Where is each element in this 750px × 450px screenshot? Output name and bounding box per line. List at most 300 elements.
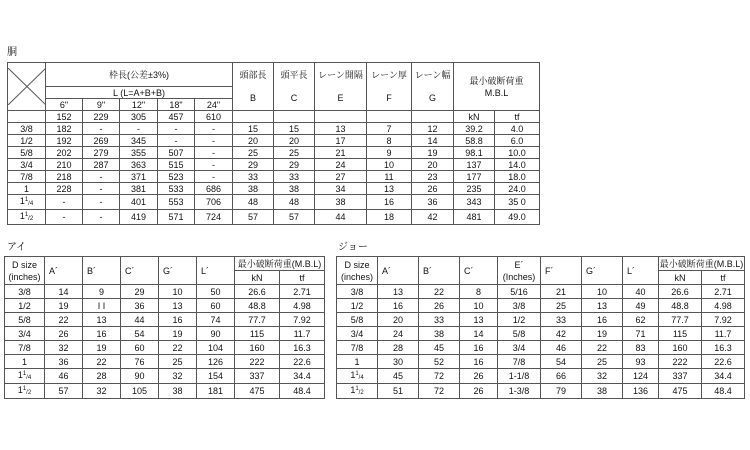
- dimension-value: 3/4: [498, 341, 541, 355]
- f-value: 18: [367, 210, 412, 225]
- table-row: [337, 369, 745, 384]
- e-value: 34: [315, 183, 367, 195]
- size-cell: 3/4: [8, 159, 46, 171]
- table-row: [5, 313, 325, 327]
- kn-value: 115: [235, 327, 280, 341]
- size-cell: $1^1/2$: [8, 210, 46, 225]
- length-value: 381: [120, 183, 158, 195]
- dimension-value: 20: [378, 313, 419, 327]
- dimension-value: 136: [623, 384, 659, 399]
- table-row: [5, 384, 325, 399]
- header-head-length: 頭部長: [233, 63, 274, 87]
- dimension-value: 13: [460, 313, 498, 327]
- length-in: 24": [195, 99, 233, 111]
- f-value: 8: [367, 135, 412, 147]
- size-cell: 3/8: [5, 285, 45, 299]
- size-cell: 1: [337, 355, 378, 369]
- dimension-value: 16: [582, 313, 623, 327]
- kn-value: 177: [454, 171, 495, 183]
- table-row: [5, 327, 325, 341]
- blank-cell: [367, 111, 412, 123]
- table-row: [5, 355, 325, 369]
- table-row: [337, 327, 745, 341]
- col-l: L´: [623, 257, 659, 285]
- jaw-dimension-table: [336, 256, 745, 399]
- dimension-value: 16: [378, 299, 419, 313]
- size-cell: 5/8: [8, 147, 46, 159]
- dsize-label: D size: [11, 259, 37, 270]
- table-row: [337, 341, 745, 355]
- dimension-value: 1-1/8: [498, 369, 541, 384]
- dimension-value: 49: [623, 299, 659, 313]
- length-mm: 229: [83, 111, 120, 123]
- col-l: L´: [197, 257, 235, 285]
- length-value: 507: [158, 147, 195, 159]
- kn-value: 160: [659, 341, 702, 355]
- e-value: 13: [315, 123, 367, 135]
- table-row: [337, 299, 745, 313]
- dimension-value: 13: [378, 285, 419, 299]
- unit-tf: tf: [702, 271, 745, 285]
- table-row: [337, 355, 745, 369]
- size-cell: 1: [8, 183, 46, 195]
- e-value: 17: [315, 135, 367, 147]
- col-c: C´: [121, 257, 159, 285]
- table-row: [8, 147, 540, 159]
- dimension-value: 42: [541, 327, 582, 341]
- length-value: -: [195, 147, 233, 159]
- dimension-value: 38: [159, 384, 197, 399]
- tf-value: 22.6: [280, 355, 325, 369]
- dimension-value: 1/2: [498, 313, 541, 327]
- size-cell: 1/2: [337, 299, 378, 313]
- blank-cell: [315, 111, 367, 123]
- c-value: 15: [274, 123, 315, 135]
- eye-dsize-header: [5, 257, 45, 285]
- length-value: -: [195, 123, 233, 135]
- mbl-header: [454, 63, 540, 111]
- g-value: 20: [412, 159, 454, 171]
- kn-value: 475: [235, 384, 280, 399]
- dsize-unit: (inches): [340, 271, 373, 282]
- dimension-value: 13: [83, 313, 121, 327]
- dimension-value: 74: [197, 313, 235, 327]
- dimension-value: 83: [623, 341, 659, 355]
- dimension-value: 36: [45, 355, 83, 369]
- tf-value: 4.0: [495, 123, 540, 135]
- dimension-value: 57: [45, 384, 83, 399]
- dimension-value: 66: [541, 369, 582, 384]
- dimension-value: 72: [419, 369, 460, 384]
- letter-g: G: [412, 87, 454, 111]
- dimension-value: 25: [541, 299, 582, 313]
- eye-header-row-1: [5, 257, 325, 271]
- dimension-value: 62: [623, 313, 659, 327]
- size-cell: 1: [5, 355, 45, 369]
- dimension-value: 71: [623, 327, 659, 341]
- g-value: 36: [412, 195, 454, 210]
- length-in: 12": [120, 99, 158, 111]
- dimension-value: 32: [159, 369, 197, 384]
- kn-value: 48.8: [235, 299, 280, 313]
- e-value: 21: [315, 147, 367, 159]
- size-cell: 3/8: [337, 285, 378, 299]
- f-value: 10: [367, 159, 412, 171]
- length-value: 218: [46, 171, 83, 183]
- dimension-value: I I: [83, 299, 121, 313]
- col-e-unit: (Inches): [502, 271, 536, 282]
- dsize-label: D size: [344, 259, 370, 270]
- unit-kn: kN: [235, 271, 280, 285]
- col-a: A´: [378, 257, 419, 285]
- tf-value: 11.7: [702, 327, 745, 341]
- dimension-value: 46: [541, 341, 582, 355]
- b-value: 20: [233, 135, 274, 147]
- tf-value: 48.4: [280, 384, 325, 399]
- dimension-value: 19: [45, 299, 83, 313]
- col-a: A´: [45, 257, 83, 285]
- dimension-value: 181: [197, 384, 235, 399]
- c-value: 57: [274, 210, 315, 225]
- tf-value: 2.71: [280, 285, 325, 299]
- header-head-flat: 頭平長: [274, 63, 315, 87]
- length-mm: 152: [46, 111, 83, 123]
- tf-value: 22.6: [702, 355, 745, 369]
- tf-value: 35 0: [495, 195, 540, 210]
- size-cell: 3/4: [5, 327, 45, 341]
- e-value: 44: [315, 210, 367, 225]
- dimension-value: 24: [378, 327, 419, 341]
- length-value: 287: [83, 159, 120, 171]
- letter-e: E: [315, 87, 367, 111]
- kn-value: 160: [235, 341, 280, 355]
- kn-value: 343: [454, 195, 495, 210]
- tf-value: 11.7: [280, 327, 325, 341]
- length-value: -: [158, 123, 195, 135]
- b-value: 15: [233, 123, 274, 135]
- size-cell: 5/8: [5, 313, 45, 327]
- length-value: 355: [120, 147, 158, 159]
- dimension-value: 22: [419, 285, 460, 299]
- body-section-label: 胴: [7, 47, 17, 58]
- dimension-value: 26: [419, 299, 460, 313]
- kn-value: 222: [235, 355, 280, 369]
- length-value: 523: [158, 171, 195, 183]
- length-mm: 457: [158, 111, 195, 123]
- col-g: G´: [582, 257, 623, 285]
- dimension-value: 22: [45, 313, 83, 327]
- table-row: [8, 183, 540, 195]
- size-cell: $1^1/2$: [337, 384, 378, 399]
- f-value: 7: [367, 123, 412, 135]
- length-value: 401: [120, 195, 158, 210]
- length-value: 182: [46, 123, 83, 135]
- table-row: [8, 123, 540, 135]
- length-value: -: [46, 210, 83, 225]
- col-b: B´: [419, 257, 460, 285]
- eye-dimension-table: [4, 256, 325, 399]
- dimension-value: 104: [197, 341, 235, 355]
- header-lane-thickness: レーン厚: [367, 63, 412, 87]
- tf-value: 7.92: [702, 313, 745, 327]
- length-value: 724: [195, 210, 233, 225]
- length-value: -: [195, 135, 233, 147]
- table-row: [8, 171, 540, 183]
- dimension-value: 16: [460, 355, 498, 369]
- dimension-value: 51: [378, 384, 419, 399]
- length-in: 18": [158, 99, 195, 111]
- col-e-label: E´: [514, 259, 524, 270]
- length-in: 6": [46, 99, 83, 111]
- length-value: 533: [158, 183, 195, 195]
- eye-mbl-header: 最小破断荷重(M.B.L): [235, 257, 325, 271]
- length-value: 269: [83, 135, 120, 147]
- header-lane-width: レーン幅: [412, 63, 454, 87]
- length-value: -: [83, 183, 120, 195]
- size-cell: 3/8: [8, 123, 46, 135]
- length-value: 345: [120, 135, 158, 147]
- dimension-value: 50: [197, 285, 235, 299]
- eye-section-label: アイ: [7, 242, 27, 253]
- b-value: 25: [233, 147, 274, 159]
- g-value: 19: [412, 147, 454, 159]
- letter-b: B: [233, 87, 274, 111]
- length-value: 706: [195, 195, 233, 210]
- b-value: 57: [233, 210, 274, 225]
- unit-kn: kN: [454, 111, 495, 123]
- dimension-value: 16: [460, 341, 498, 355]
- kn-value: 39.2: [454, 123, 495, 135]
- dimension-value: 10: [582, 285, 623, 299]
- kn-value: 337: [235, 369, 280, 384]
- f-value: 13: [367, 183, 412, 195]
- table-row: [5, 299, 325, 313]
- length-value: -: [195, 171, 233, 183]
- unit-kn: kN: [659, 271, 702, 285]
- dimension-value: 45: [378, 369, 419, 384]
- length-value: -: [120, 123, 158, 135]
- header-lane-gap: レーン開隔: [315, 63, 367, 87]
- kn-value: 481: [454, 210, 495, 225]
- dimension-value: 38: [582, 384, 623, 399]
- table-row: [8, 195, 540, 210]
- dimension-value: 105: [121, 384, 159, 399]
- dimension-value: 1-3/8: [498, 384, 541, 399]
- dimension-value: 154: [197, 369, 235, 384]
- body-header-row-1: [8, 63, 540, 87]
- dimension-value: 54: [541, 355, 582, 369]
- size-cell: 1/2: [8, 135, 46, 147]
- dimension-value: 7/8: [498, 355, 541, 369]
- kn-value: 26.6: [659, 285, 702, 299]
- c-value: 25: [274, 147, 315, 159]
- tf-value: 34.4: [702, 369, 745, 384]
- size-cell: 7/8: [337, 341, 378, 355]
- dimension-value: 21: [541, 285, 582, 299]
- dimension-value: 26: [460, 384, 498, 399]
- mbl-header-jp: 最小破断荷重: [469, 75, 524, 86]
- kn-value: 48.8: [659, 299, 702, 313]
- tf-value: 49.0: [495, 210, 540, 225]
- dimension-value: 60: [197, 299, 235, 313]
- dimension-value: 44: [121, 313, 159, 327]
- length-value: 419: [120, 210, 158, 225]
- tf-value: 34.4: [280, 369, 325, 384]
- dimension-value: 19: [83, 341, 121, 355]
- dimension-value: 60: [121, 341, 159, 355]
- col-e: [498, 257, 541, 285]
- dimension-value: 5/8: [498, 327, 541, 341]
- size-cell: 5/8: [337, 313, 378, 327]
- b-value: 38: [233, 183, 274, 195]
- cross-icon: [8, 68, 46, 105]
- frame-length-sub: L (L=A+B+B): [46, 87, 233, 99]
- kn-value: 337: [659, 369, 702, 384]
- dimension-value: 26: [45, 327, 83, 341]
- size-cell: $1^1/4$: [337, 369, 378, 384]
- length-value: 363: [120, 159, 158, 171]
- blank-cell: [274, 111, 315, 123]
- table-row: [337, 285, 745, 299]
- letter-f: F: [367, 87, 412, 111]
- kn-value: 115: [659, 327, 702, 341]
- blank-cell: [8, 111, 46, 123]
- b-value: 33: [233, 171, 274, 183]
- f-value: 16: [367, 195, 412, 210]
- kn-value: 475: [659, 384, 702, 399]
- dimension-value: 16: [159, 313, 197, 327]
- kn-value: 77.7: [659, 313, 702, 327]
- dimension-value: 90: [197, 327, 235, 341]
- tf-value: 16.3: [280, 341, 325, 355]
- g-value: 14: [412, 135, 454, 147]
- tf-value: 10.0: [495, 147, 540, 159]
- body-dimension-table: [7, 62, 540, 225]
- unit-tf: tf: [495, 111, 540, 123]
- c-value: 48: [274, 195, 315, 210]
- dimension-value: 46: [45, 369, 83, 384]
- letter-c: C: [274, 87, 315, 111]
- kn-value: 58.8: [454, 135, 495, 147]
- frame-length-header: 枠長(公差±3%): [46, 63, 233, 87]
- col-f: F´: [541, 257, 582, 285]
- kn-value: 77.7: [235, 313, 280, 327]
- dimension-value: 25: [159, 355, 197, 369]
- jaw-header-row-1: [337, 257, 745, 271]
- length-value: 553: [158, 195, 195, 210]
- table-row: [8, 159, 540, 171]
- dimension-value: 13: [159, 299, 197, 313]
- kn-value: 137: [454, 159, 495, 171]
- blank-cell: [412, 111, 454, 123]
- blank-cell: [233, 111, 274, 123]
- length-value: -: [83, 195, 120, 210]
- length-value: 210: [46, 159, 83, 171]
- dimension-value: 124: [623, 369, 659, 384]
- length-value: -: [158, 135, 195, 147]
- diagonal-cross-cell: [8, 63, 46, 111]
- dimension-value: 22: [83, 355, 121, 369]
- jaw-mbl-header: 最小破断荷重(M.B.L): [659, 258, 744, 269]
- tf-value: 4.98: [702, 299, 745, 313]
- c-value: 38: [274, 183, 315, 195]
- b-value: 29: [233, 159, 274, 171]
- dimension-value: 28: [378, 341, 419, 355]
- dimension-value: 22: [159, 341, 197, 355]
- dimension-value: 14: [460, 327, 498, 341]
- g-value: 26: [412, 183, 454, 195]
- dimension-value: 26: [460, 369, 498, 384]
- length-value: -: [195, 159, 233, 171]
- tf-value: 18.0: [495, 171, 540, 183]
- dimension-value: 33: [541, 313, 582, 327]
- unit-tf: tf: [280, 271, 325, 285]
- e-value: 27: [315, 171, 367, 183]
- dimension-value: 10: [159, 285, 197, 299]
- length-value: 686: [195, 183, 233, 195]
- table-row: [5, 341, 325, 355]
- e-value: 24: [315, 159, 367, 171]
- tf-value: 48.4: [702, 384, 745, 399]
- length-value: 192: [46, 135, 83, 147]
- jaw-dsize-header: [337, 257, 378, 285]
- dsize-unit: (inches): [8, 271, 41, 282]
- e-value: 38: [315, 195, 367, 210]
- dimension-value: 45: [419, 341, 460, 355]
- kn-value: 235: [454, 183, 495, 195]
- dimension-value: 38: [419, 327, 460, 341]
- dimension-value: 9: [83, 285, 121, 299]
- dimension-value: 5/16: [498, 285, 541, 299]
- kn-value: 26.6: [235, 285, 280, 299]
- length-value: 371: [120, 171, 158, 183]
- col-g: G´: [159, 257, 197, 285]
- dimension-value: 90: [121, 369, 159, 384]
- length-mm: 305: [120, 111, 158, 123]
- tf-value: 14.0: [495, 159, 540, 171]
- dimension-value: 13: [582, 299, 623, 313]
- length-value: 202: [46, 147, 83, 159]
- tf-value: 6.0: [495, 135, 540, 147]
- dimension-value: 22: [582, 341, 623, 355]
- table-row: [5, 285, 325, 299]
- f-value: 9: [367, 147, 412, 159]
- dimension-value: 76: [121, 355, 159, 369]
- kn-value: 98.1: [454, 147, 495, 159]
- g-value: 12: [412, 123, 454, 135]
- g-value: 23: [412, 171, 454, 183]
- table-row: [337, 313, 745, 327]
- table-row: [337, 384, 745, 399]
- jaw-section-label: ジョー: [338, 242, 368, 253]
- tf-value: 4.98: [280, 299, 325, 313]
- c-value: 33: [274, 171, 315, 183]
- kn-value: 222: [659, 355, 702, 369]
- dimension-value: 79: [541, 384, 582, 399]
- length-value: -: [46, 195, 83, 210]
- dimension-value: 8: [460, 285, 498, 299]
- dimension-value: 29: [121, 285, 159, 299]
- length-value: 279: [83, 147, 120, 159]
- size-cell: $1^1/4$: [5, 369, 45, 384]
- dimension-value: 72: [419, 384, 460, 399]
- dimension-value: 19: [582, 327, 623, 341]
- size-cell: 3/4: [337, 327, 378, 341]
- size-cell: 1/2: [5, 299, 45, 313]
- length-value: 228: [46, 183, 83, 195]
- length-value: -: [83, 123, 120, 135]
- size-cell: $1^1/2$: [5, 384, 45, 399]
